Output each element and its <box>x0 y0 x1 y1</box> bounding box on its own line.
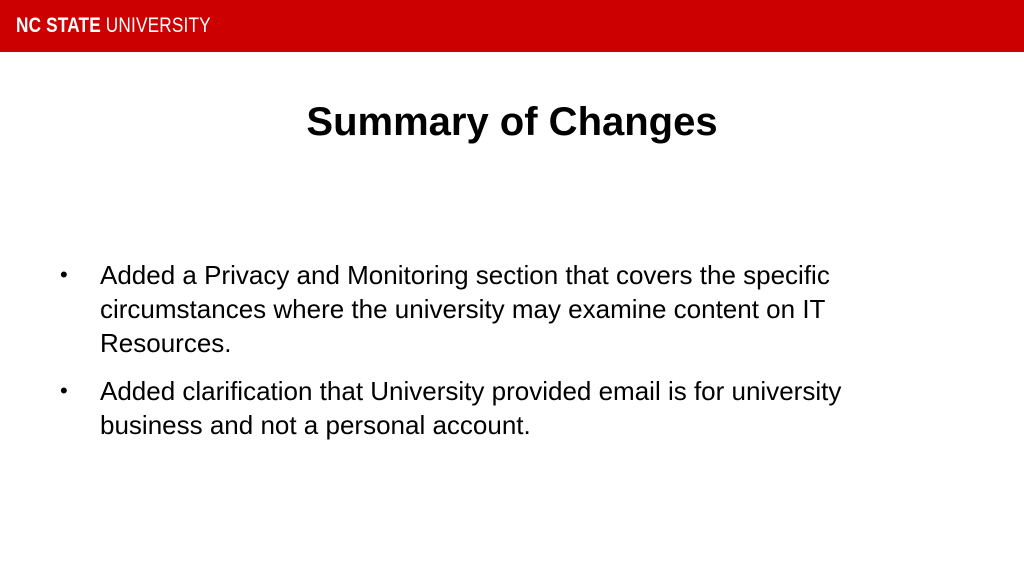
bullet-marker: • <box>60 262 68 287</box>
bullet-list <box>56 258 936 456</box>
slide-title: Summary of Changes <box>306 100 718 144</box>
header-bar <box>0 0 1024 52</box>
bullet-item <box>56 374 936 442</box>
bullet-text: Added clarification that University provided email is for university business and not a personal account. <box>100 376 842 440</box>
bullet-marker: • <box>60 378 68 403</box>
brand-name-light: UNIVERSITY <box>100 14 211 37</box>
bullet-item <box>56 258 936 360</box>
university-wordmark <box>16 14 211 38</box>
brand-name-bold: NC STATE <box>16 14 101 37</box>
bullet-text: Added a Privacy and Monitoring section that covers the specific circumstances where the university may examine content on IT Resources. <box>100 260 830 358</box>
